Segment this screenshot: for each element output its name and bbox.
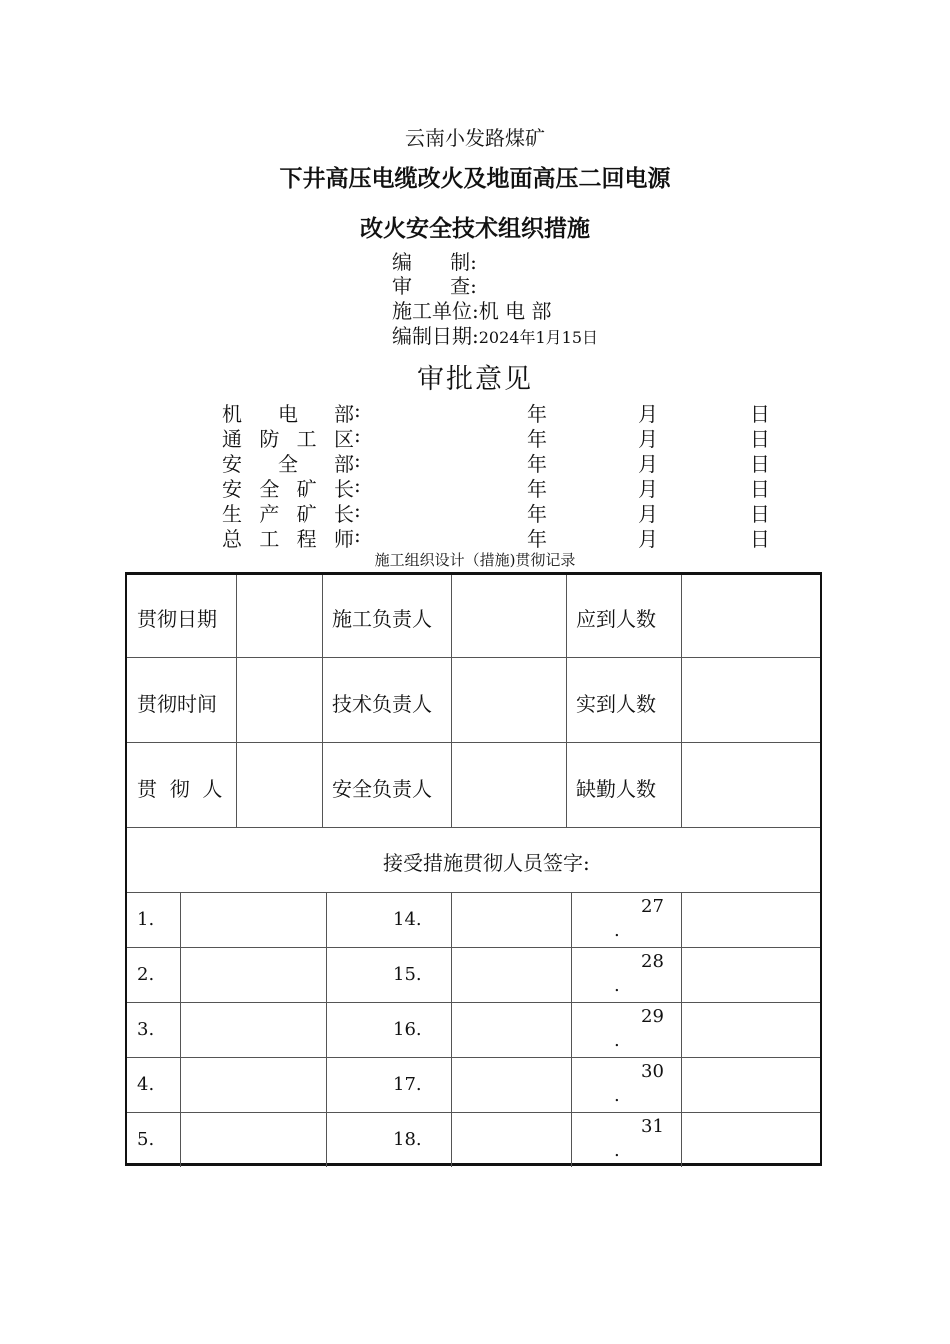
approval-role: 安全部: [222, 452, 354, 476]
approval-year: 年: [527, 502, 547, 526]
sign-number-dot: .: [614, 1140, 620, 1161]
table-rule: [127, 827, 820, 828]
approval-role: 生产矿长: [222, 502, 354, 526]
sign-number-dot: .: [614, 920, 620, 941]
approval-role: 总工程师: [222, 527, 354, 551]
sign-number: 14.: [393, 909, 422, 930]
approval-colon: :: [354, 448, 361, 472]
table-rule: [127, 1112, 820, 1113]
approval-role: 安全矿长: [222, 477, 354, 501]
sign-number: 29: [641, 1006, 664, 1027]
sign-number: 18.: [393, 1129, 422, 1150]
table-rule: [236, 575, 237, 827]
approval-day: 日: [750, 502, 770, 526]
sign-number-dot: .: [614, 1085, 620, 1106]
info-label: 贯彻日期: [137, 607, 217, 631]
date-value: 2024年1月15日: [478, 328, 599, 347]
info-label: 施工负责人: [332, 607, 432, 631]
approval-month: 月: [638, 477, 658, 501]
approval-year: 年: [527, 402, 547, 426]
approval-role: 机电部: [222, 402, 354, 426]
sign-number: 15.: [393, 964, 422, 985]
approval-row: [222, 398, 782, 426]
unit-line: [392, 299, 551, 323]
record-caption: 施工组织设计（措施)贯彻记录: [374, 551, 576, 569]
approval-colon: :: [354, 398, 361, 422]
table-rule: [127, 1002, 820, 1003]
sign-number: 17.: [393, 1074, 422, 1095]
date-label: 编制日期:: [392, 324, 479, 348]
approval-day: 日: [750, 527, 770, 551]
table-rule: [326, 892, 327, 1167]
sign-number: 4.: [137, 1074, 155, 1095]
table-rule: [180, 892, 181, 1167]
info-label: 贯彻时间: [137, 692, 217, 716]
approval-day: 日: [750, 452, 770, 476]
approval-year: 年: [527, 477, 547, 501]
approval-day: 日: [750, 477, 770, 501]
sign-number-dot: .: [614, 1030, 620, 1051]
approval-month: 月: [638, 402, 658, 426]
approval-month: 月: [638, 527, 658, 551]
approval-row: [222, 423, 782, 451]
approval-colon: :: [354, 498, 361, 522]
table-rule: [451, 892, 452, 1167]
table-rule: [127, 1057, 820, 1058]
sign-number: 3.: [137, 1019, 155, 1040]
document-title-line-1: 下井高压电缆改火及地面高压二回电源: [279, 165, 671, 192]
info-label: 贯 彻 人: [137, 777, 223, 801]
approval-title: 审批意见: [417, 364, 533, 395]
approval-month: 月: [638, 452, 658, 476]
approval-colon: :: [354, 523, 361, 547]
approval-day: 日: [750, 427, 770, 451]
approval-row: [222, 498, 782, 526]
info-label: 安全负责人: [332, 777, 432, 801]
table-rule: [322, 575, 323, 827]
approval-row: [222, 448, 782, 476]
approval-month: 月: [638, 502, 658, 526]
sign-number: 16.: [393, 1019, 422, 1040]
sign-header: 接受措施贯彻人员签字:: [383, 851, 590, 875]
company-name: 云南小发路煤矿: [405, 126, 545, 150]
sign-number: 1.: [137, 909, 155, 930]
table-rule: [127, 947, 820, 948]
table-rule: [681, 892, 682, 1167]
sign-number: 5.: [137, 1129, 155, 1150]
compiler-line: [392, 250, 477, 274]
compiler-label: 编 制:: [392, 250, 477, 274]
approval-colon: :: [354, 423, 361, 447]
info-label: 实到人数: [576, 692, 656, 716]
sign-number: 2.: [137, 964, 155, 985]
approval-year: 年: [527, 427, 547, 451]
sign-number: 28: [641, 951, 664, 972]
table-rule: [571, 892, 572, 1167]
table-rule: [127, 892, 820, 893]
reviewer-label: 审 查:: [392, 274, 477, 298]
sign-number: 27: [641, 896, 664, 917]
info-label: 缺勤人数: [576, 777, 656, 801]
date-line: [392, 324, 598, 350]
approval-role: 通防工区: [222, 427, 354, 451]
approval-row: [222, 523, 782, 551]
table-rule: [451, 575, 452, 827]
approval-month: 月: [638, 427, 658, 451]
sign-number: 31: [641, 1116, 664, 1137]
reviewer-line: [392, 274, 477, 298]
table-rule: [127, 742, 820, 743]
unit-value: 机 电 部: [478, 299, 552, 323]
unit-label: 施工单位:: [392, 299, 479, 323]
record-table: [125, 572, 822, 1166]
table-rule: [127, 657, 820, 658]
info-label: 技术负责人: [332, 692, 432, 716]
approval-year: 年: [527, 452, 547, 476]
approval-row: [222, 473, 782, 501]
sign-number-dot: .: [614, 975, 620, 996]
table-rule: [566, 575, 567, 827]
table-rule: [681, 575, 682, 827]
approval-day: 日: [750, 402, 770, 426]
document-title-line-2: 改火安全技术组织措施: [360, 215, 590, 242]
approval-year: 年: [527, 527, 547, 551]
info-label: 应到人数: [576, 607, 656, 631]
approval-colon: :: [354, 473, 361, 497]
sign-number: 30: [641, 1061, 664, 1082]
